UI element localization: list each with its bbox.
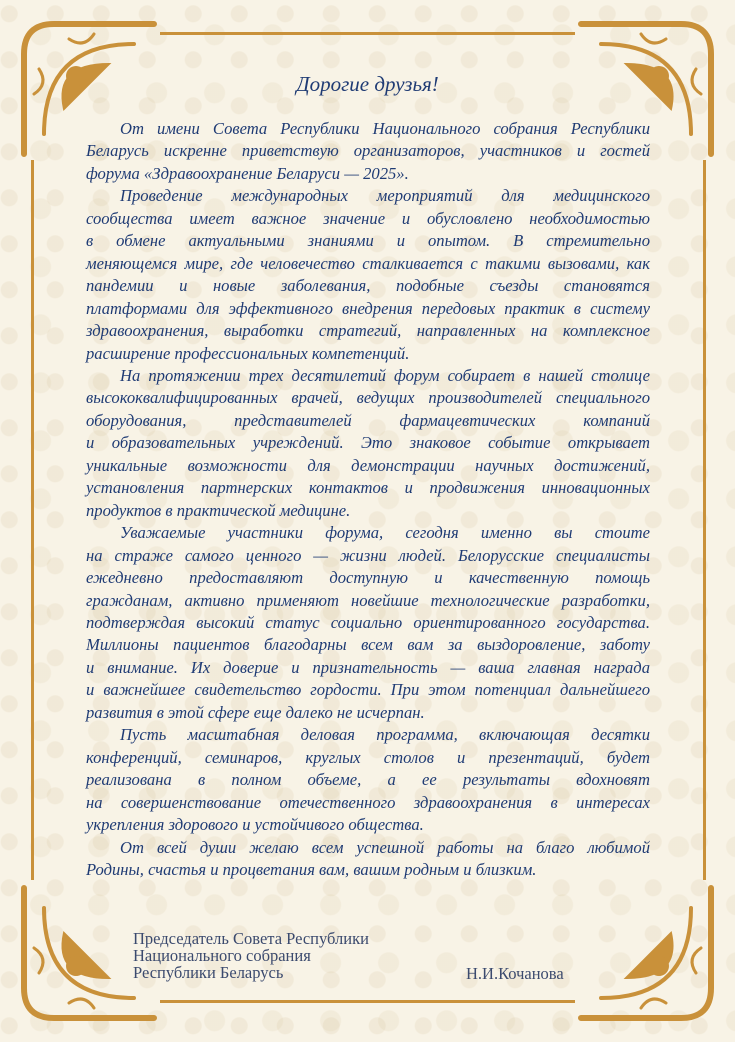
text-line: конференций, семинаров, круглых столов и презентаций, будет — [86, 747, 650, 767]
signature-position-line: Республики Беларусь — [133, 963, 284, 982]
text-line: в обмене актуальными знаниями и опытом. В стремительно — [86, 231, 650, 251]
signature-position-line: Национального собрания — [133, 946, 311, 965]
text-line: укрепления здорового и устойчивого общества. — [86, 815, 424, 835]
text-line: и важнейшее свидетельство гордости. При этом потенциал дальнейшего — [86, 680, 650, 700]
border-top — [160, 32, 575, 35]
text-line: От имени Совета Республики Национального собрания Республики — [120, 119, 650, 138]
border-right — [703, 160, 706, 880]
corner-ornament-bottom-right — [571, 878, 721, 1028]
text-line: и внимание. Их доверие и признательность — ваша главная награда — [86, 657, 650, 677]
text-line: установления партнерских контактов и продвижения инновационных — [86, 478, 650, 498]
signature-name: Н.И.Кочанова — [466, 964, 564, 983]
text-line: Родины, счастья и процветания вам, вашим родным и близким. — [86, 859, 537, 879]
paragraph — [86, 522, 650, 724]
letter-title: Дорогие друзья! — [296, 72, 439, 96]
paragraph — [86, 837, 650, 882]
text-line: сообщества имеет важное значение и обусловлено необходимостью — [86, 208, 650, 228]
text-line: пандемии и новые заболевания, подобные съезды становятся — [86, 276, 650, 296]
text-line: и образовательных учреждений. Это знаковое событие открывает — [86, 433, 650, 453]
text-line: расширение профессиональных компетенций. — [86, 343, 410, 363]
paragraph — [86, 365, 650, 522]
text-line: оборудования, представителей фармацевтических компаний — [86, 410, 650, 430]
text-line: высококвалифицированных врачей, ведущих производителей специального — [86, 388, 650, 408]
signature-position-line: Председатель Совета Республики — [133, 929, 369, 948]
text-line: На протяжении трех десятилетий форум собирает в нашей столице — [120, 365, 650, 385]
text-line: Уважаемые участники форума, сегодня именно вы стоите — [120, 523, 650, 543]
border-bottom — [160, 1000, 575, 1003]
text-line: реализована в полном объеме, а ее результаты вдохновят — [86, 770, 650, 790]
text-line: меняющемся мире, где человечество сталкивается с такими вызовами, как — [86, 253, 650, 273]
text-line: уникальные возможности для демонстрации научных достижений, — [86, 455, 650, 475]
text-line: Проведение международных мероприятий для медицинского — [120, 186, 650, 206]
paragraph — [86, 185, 650, 365]
text-line: От всей души желаю всем успешной работы на благо любимой — [120, 837, 650, 857]
text-line: ежедневно предоставляют доступную и качественную помощь — [86, 568, 650, 588]
paragraph — [86, 118, 650, 185]
border-left — [31, 160, 34, 880]
text-line: Пусть масштабная деловая программа, включающая десятки — [120, 725, 650, 745]
text-line: здравоохранения, выработки стратегий, направленных на комплексное — [86, 321, 650, 341]
letter-body — [86, 118, 650, 881]
text-line: форума «Здравоохранение Беларуси — 2025». — [86, 163, 409, 183]
text-line: на страже самого ценного — жизни людей. Белорусские специалисты — [86, 545, 650, 565]
text-line: платформами для эффективного внедрения передовых практик в систему — [86, 298, 650, 318]
text-line: развития в этой сфере еще далеко не исчерпан. — [86, 702, 425, 722]
text-line: Беларусь искренне приветствую организаторов, участников и гостей — [86, 141, 650, 161]
text-line: гражданам, активно применяют новейшие технологические разработки, — [86, 590, 650, 610]
signature-position — [133, 930, 369, 981]
text-line: Миллионы пациентов благодарны всем вам за выздоровление, заботу — [86, 635, 650, 655]
text-line: на совершенствование отечественного здравоохранения в интересах — [86, 792, 650, 812]
text-line: продуктов в практической медицине. — [86, 500, 351, 520]
paragraph — [86, 724, 650, 836]
text-line: подтверждая высокий статус социально ориентированного государства. — [86, 612, 650, 632]
